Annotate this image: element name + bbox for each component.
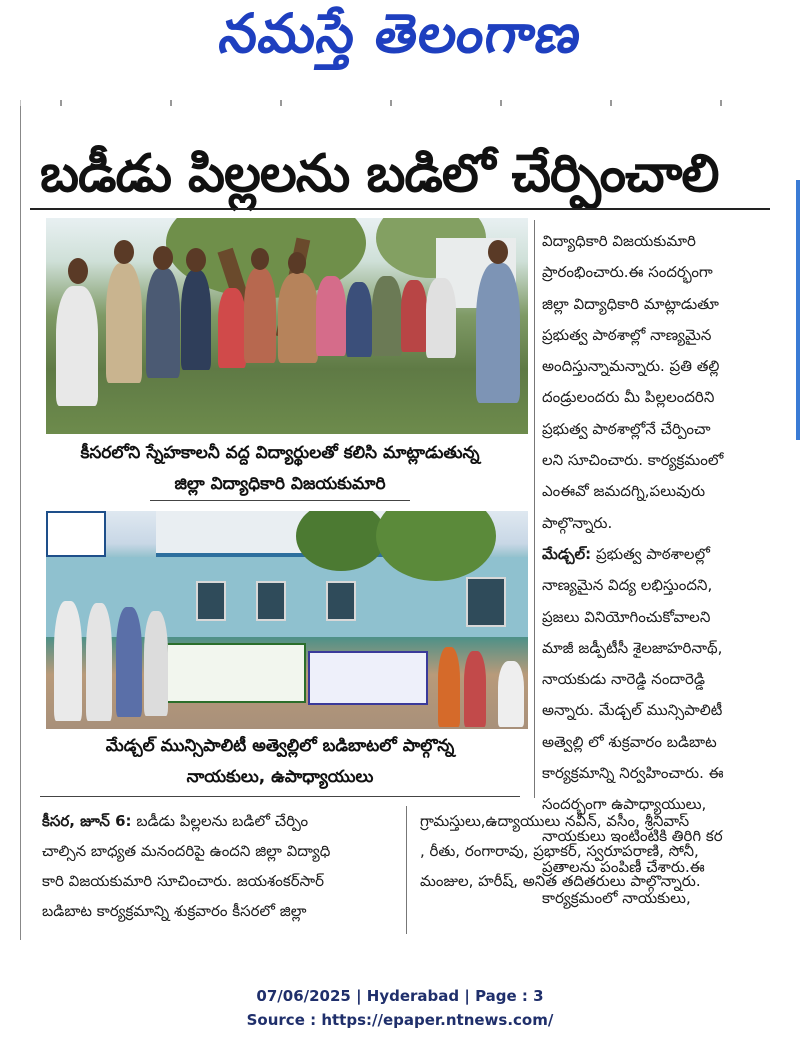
photo2-caption-line: నాయకులు, ఉపాధ్యాయులు — [186, 767, 374, 787]
article-intro-column — [42, 806, 392, 926]
body-line: ప్రభుత్వ పాఠశాల్లో నాణ్యమైన — [542, 325, 712, 344]
column-rule — [406, 806, 407, 934]
body-line: బడీడు పిల్లలను బడిలో చేర్పిం — [136, 812, 309, 830]
article-photo-students — [46, 218, 528, 434]
body-line: కార్యక్రమంలో నాయకులు, — [542, 889, 691, 908]
clipping-top-edge — [20, 100, 780, 106]
article-continuation-column — [420, 806, 776, 896]
body-line: లని సూచించారు. కార్యక్రమంలో — [542, 451, 724, 470]
body-line: చాల్సిన బాధ్యత మనందరిపై ఉందని జిల్లా విద్యాధి — [42, 842, 331, 860]
caption-rule — [40, 796, 520, 797]
body-line: ప్రతాలను పంపిణీ చేశారు.ఈ — [542, 857, 705, 876]
body-line: ప్రభుత్వ పాఠశాలల్లో — [595, 544, 710, 563]
body-line: బడిబాట కార్యక్రమాన్ని శుక్రవారం కీసరలో జిల్లా — [42, 902, 307, 920]
intro-first-line — [42, 806, 392, 836]
article-headline: బడీడు పిల్లలను బడిలో చేర్పించాలి — [40, 144, 719, 204]
photo1-caption — [40, 438, 520, 500]
body-line: విద్యాధికారి విజయకుమారి — [542, 232, 696, 250]
body-line: గ్రామస్తులు,ఉద్యాయులు నవీన్, వసీం, శ్రీనివాస్ — [420, 812, 690, 830]
epaper-footer — [0, 984, 800, 1032]
body-line: కారి విజయకుమారి సూచించారు. జయశంకర్‌సార్ — [42, 872, 324, 890]
photo2-caption — [40, 731, 520, 793]
headline-rule — [30, 208, 770, 210]
caption-rule — [150, 500, 410, 501]
medchal-lead: మేడ్చల్: — [542, 544, 592, 563]
column-rule — [534, 220, 535, 798]
medchal-first-line — [542, 539, 778, 570]
body-line: నాయకులు ఇంటింటికి తిరిగి కర — [542, 826, 723, 845]
adjacent-clipping-edge — [796, 180, 800, 440]
body-line: నాయకుడు నారెడ్డి నందారెడ్డి — [542, 670, 706, 689]
body-line: సందర్భంగా ఉపాధ్యాయులు, — [542, 795, 707, 814]
body-line: మంజుల, హరీష్, అనిత తదితరులు పాల్గొన్నారు. — [420, 872, 701, 890]
body-line: ప్రారంభించారు.ఈ సందర్భంగా — [542, 263, 713, 282]
dateline: కీసర, జూన్ 6: — [42, 812, 132, 830]
footer-source-link[interactable]: Source : https://epaper.ntnews.com/ — [246, 1011, 554, 1029]
body-line: పాల్గొన్నారు. — [542, 513, 613, 532]
masthead-title: నమస్తే తెలంగాణ — [215, 1, 587, 65]
body-line: అన్నారు. మేడ్చల్ మున్సిపాలిటీ — [542, 701, 723, 720]
newspaper-masthead — [0, 0, 800, 80]
body-line: దండ్రులందరు మీ పిల్లలందరిని — [542, 388, 715, 407]
footer-date-page: 07/06/2025 | Hyderabad | Page : 3 — [256, 987, 544, 1005]
body-line: నాణ్యమైన విద్య లభిస్తుందని, — [542, 576, 713, 595]
body-line: అత్వెల్లి లో శుక్రవారం బడిబాట — [542, 732, 717, 751]
photo1-caption-line: జిల్లా విద్యాధికారి విజయకుమారి — [174, 474, 386, 494]
body-line: , రీతు, రంగారావు, ప్రభాకర్, స్వరూపరాణి, సోనీ, — [420, 842, 699, 860]
body-line: అందిస్తున్నామన్నారు. ప్రతి తల్లి — [542, 357, 720, 376]
photo2-caption-line: మేడ్చల్ మున్సిపాలిటీ అత్వెల్లిలో బడిబాటలో పాల్గొన్న — [105, 736, 455, 756]
article-photo-badibata — [46, 511, 528, 729]
body-line: ప్రజలు వినియోగించుకోవాలని — [542, 607, 711, 626]
body-line: మాజీ జడ్పీటీసీ శైలజాహరినాథ్, — [542, 638, 723, 657]
body-line: జిల్లా విద్యాధికారి మాట్లాడుతూ — [542, 294, 719, 313]
body-line: ఎంఈవో జమదగ్ని,పలువురు — [542, 482, 706, 501]
photo1-caption-line: కీసరలోని స్నేహకాలనీ వద్ద విద్యార్థులతో కలిసి మాట్లాడుతున్న — [80, 443, 480, 463]
body-line: కార్యక్రమాన్ని నిర్వహించారు. ఈ — [542, 764, 724, 783]
body-line: ప్రభుత్వ పాఠశాల్లోనే చేర్పించా — [542, 419, 711, 438]
